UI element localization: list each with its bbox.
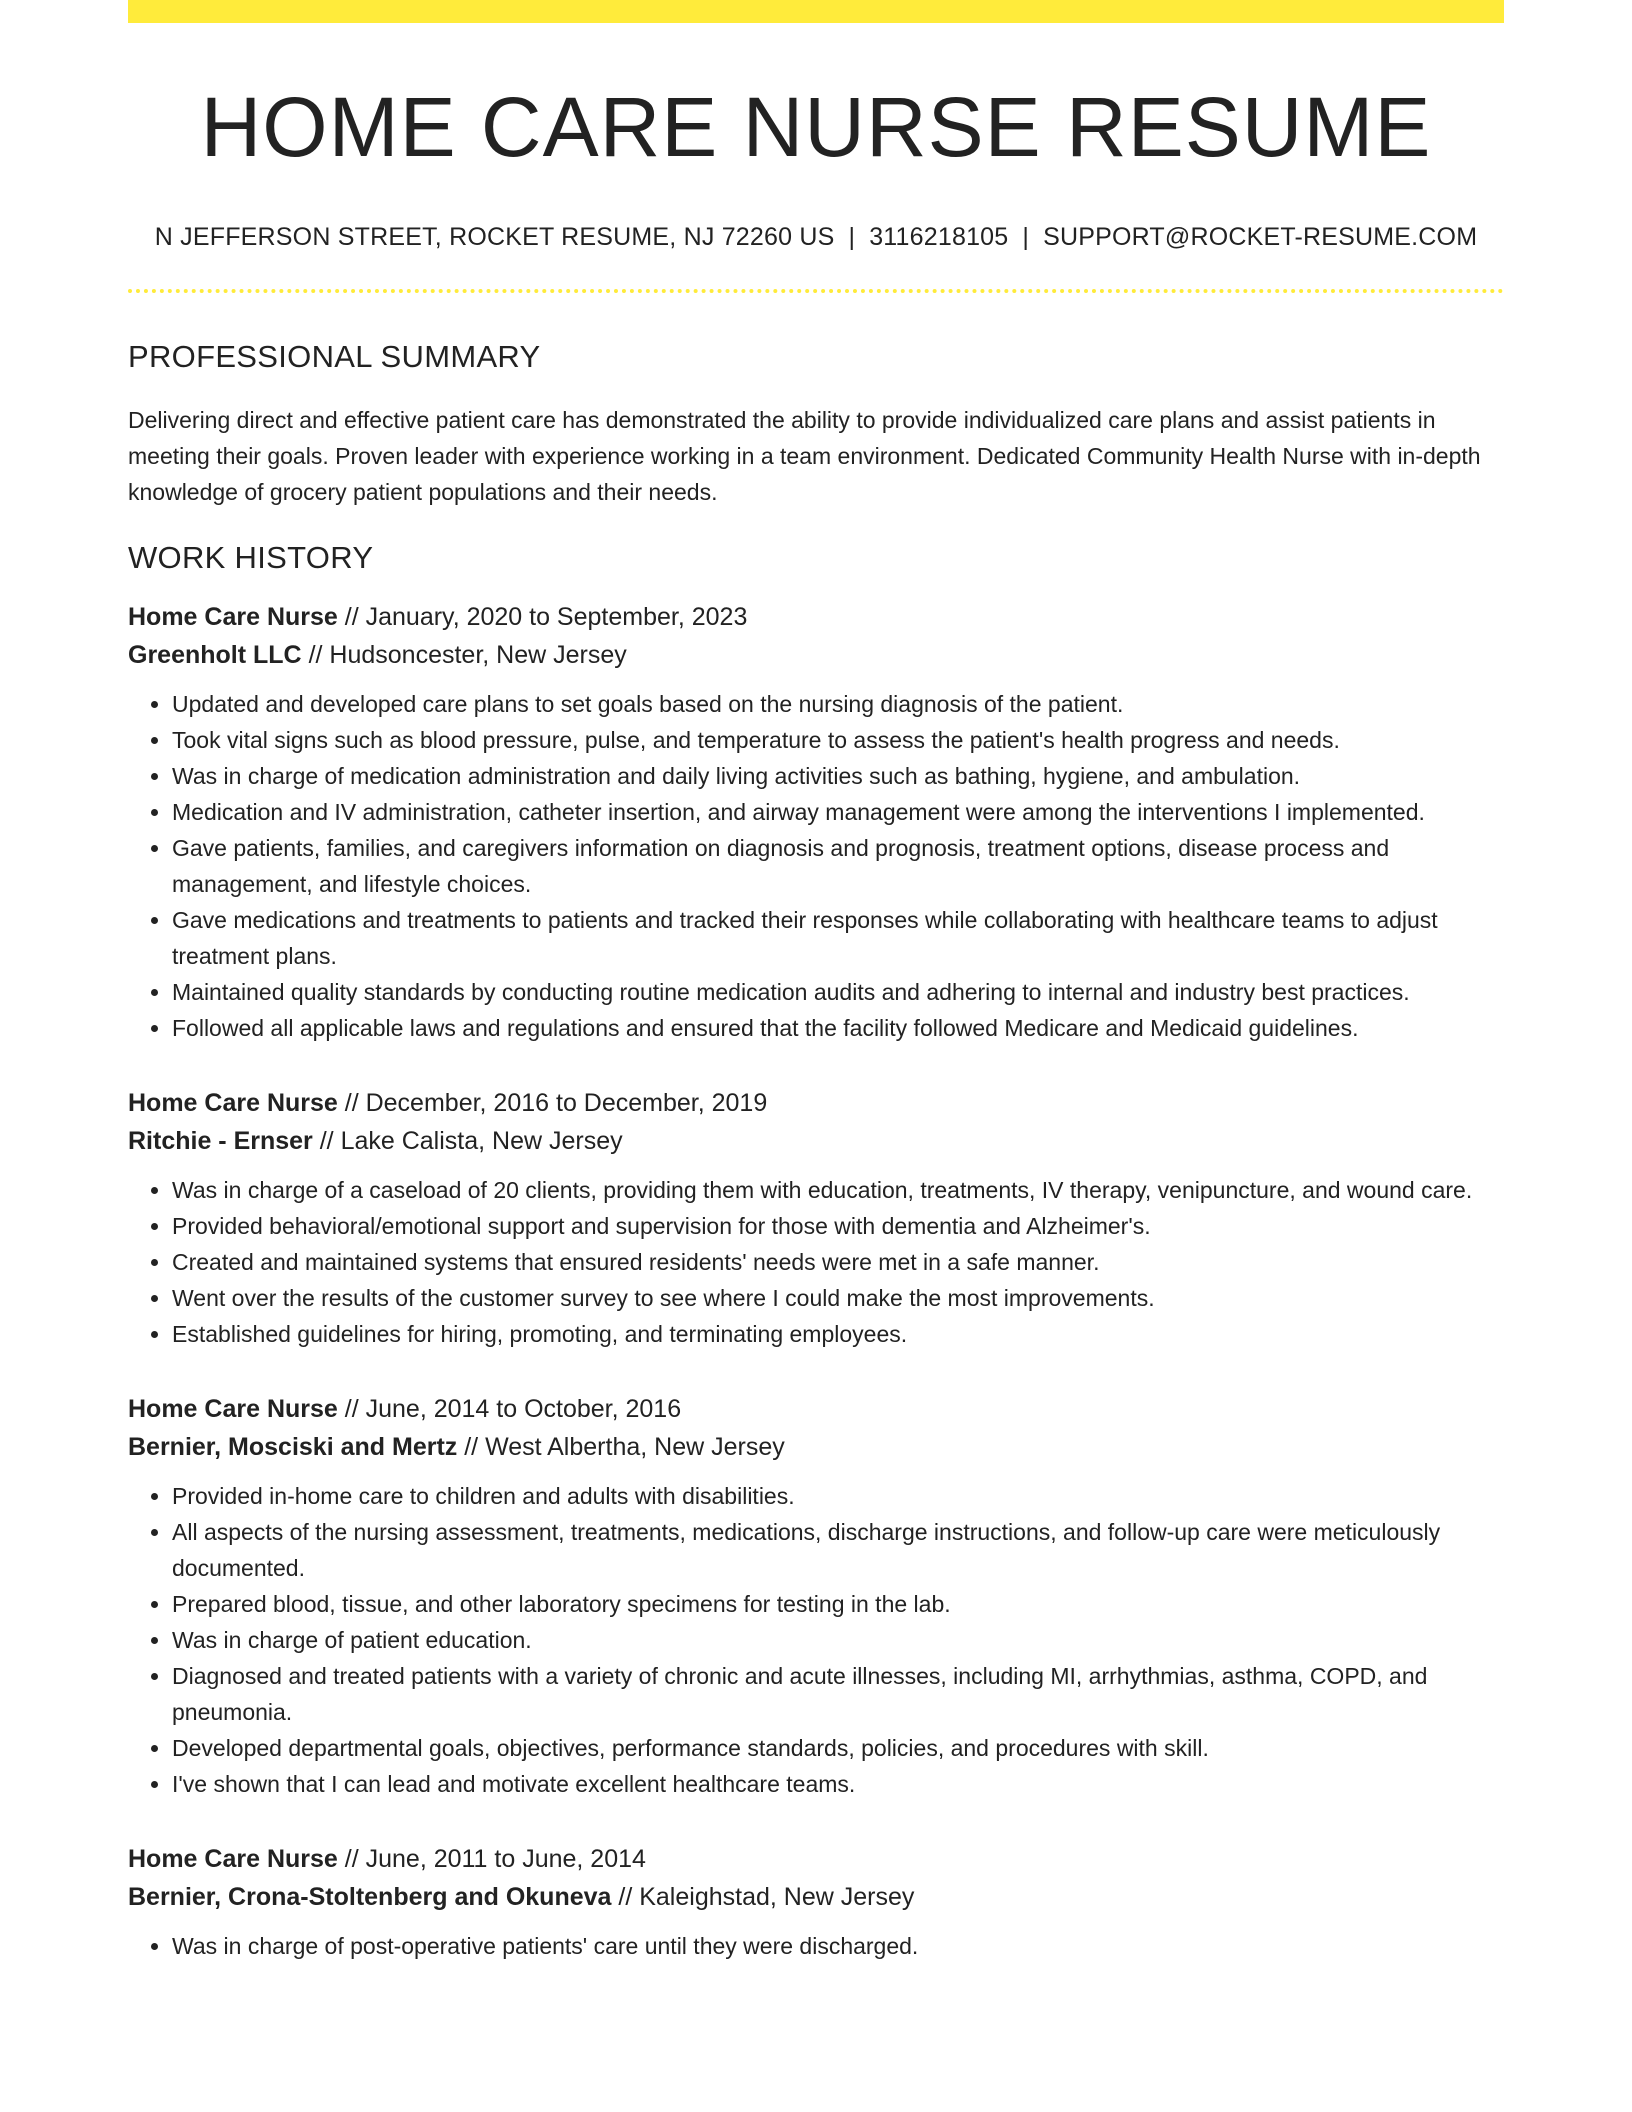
job-company-line [128, 1122, 1504, 1160]
job-bullet: • All aspects of the nursing assessment, treatments, medications, discharge instructions, and follow-up care were meticulously documented. [172, 1514, 1504, 1586]
job-title: Home Care Nurse [128, 1845, 338, 1874]
job-bullet: • I've shown that I can lead and motivate excellent healthcare teams. [172, 1766, 1504, 1802]
job-bullet: • Developed departmental goals, objectives, performance standards, policies, and procedures with skill. [172, 1730, 1504, 1766]
job-title-line [128, 1084, 1504, 1122]
job-bullet: • Went over the results of the customer survey to see where I could make the most improvements. [172, 1280, 1504, 1316]
job-bullet-list [128, 1928, 1504, 1964]
job-bullet: • Created and maintained systems that ensured residents' needs were met in a safe manner. [172, 1244, 1504, 1280]
job-bullet: • Was in charge of medication administration and daily living activities such as bathing, hygiene, and ambulation. [172, 758, 1504, 794]
contact-line [128, 223, 1504, 252]
job-bullet: • Established guidelines for hiring, promoting, and terminating employees. [172, 1316, 1504, 1352]
job-location: // West Albertha, New Jersey [464, 1433, 785, 1462]
job-title-line [128, 1390, 1504, 1428]
job-bullet: • Provided behavioral/emotional support and supervision for those with dementia and Alzheimer's. [172, 1208, 1504, 1244]
contact-email[interactable]: SUPPORT@ROCKET-RESUME.COM [1043, 223, 1478, 252]
job-company: Greenholt LLC [128, 641, 302, 670]
job-bullet-list [128, 686, 1504, 1046]
job-dates: // January, 2020 to September, 2023 [344, 603, 748, 632]
job-bullet: • Updated and developed care plans to set goals based on the nursing diagnosis of the patient. [172, 686, 1504, 722]
job-company-line [128, 1878, 1504, 1916]
job-company: Bernier, Crona-Stoltenberg and Okuneva [128, 1883, 612, 1912]
job-title: Home Care Nurse [128, 1395, 338, 1424]
job-bullet: • Gave patients, families, and caregivers information on diagnosis and prognosis, treatment options, disease process and management, and lifestyle choices. [172, 830, 1504, 902]
job-bullet-list [128, 1172, 1504, 1352]
contact-phone: 3116218105 [869, 223, 1009, 252]
job-location: // Kaleighstad, New Jersey [618, 1883, 915, 1912]
job-company: Ritchie - Ernser [128, 1127, 313, 1156]
dotted-divider [128, 289, 1504, 293]
job-bullet: • Diagnosed and treated patients with a variety of chronic and acute illnesses, including MI, arrhythmias, asthma, COPD, and pneumonia. [172, 1658, 1504, 1730]
accent-top-bar [128, 0, 1504, 23]
job-entry [128, 598, 1504, 1046]
job-bullet: • Medication and IV administration, catheter insertion, and airway management were among the interventions I implemented. [172, 794, 1504, 830]
work-history-list [128, 598, 1504, 1964]
job-bullet: • Provided in-home care to children and adults with disabilities. [172, 1478, 1504, 1514]
job-company: Bernier, Mosciski and Mertz [128, 1433, 458, 1462]
job-bullet: • Prepared blood, tissue, and other laboratory specimens for testing in the lab. [172, 1586, 1504, 1622]
job-bullet-list [128, 1478, 1504, 1802]
job-entry [128, 1084, 1504, 1352]
job-title: Home Care Nurse [128, 1089, 338, 1118]
job-dates: // June, 2011 to June, 2014 [344, 1845, 646, 1874]
job-bullet: • Maintained quality standards by conducting routine medication audits and adhering to internal and industry best practices. [172, 974, 1504, 1010]
job-dates: // December, 2016 to December, 2019 [344, 1089, 768, 1118]
job-bullet: • Followed all applicable laws and regulations and ensured that the facility followed Medicare and Medicaid guidelines. [172, 1010, 1504, 1046]
contact-address: N JEFFERSON STREET, ROCKET RESUME, NJ 72260 US [154, 223, 835, 252]
resume-title: HOME CARE NURSE RESUME [200, 80, 1432, 174]
job-company-line [128, 1428, 1504, 1466]
summary-text: Delivering direct and effective patient care has demonstrated the ability to provide individualized care plans and assist patients in meeting their goals. Proven leader with experience working in a team environment. Dedicated Community Health Nurse with in-depth knowledge of grocery patient populations and their needs. [128, 407, 1481, 506]
job-title-line [128, 598, 1504, 636]
work-history-heading: WORK HISTORY [128, 540, 374, 576]
job-location: // Hudsoncester, New Jersey [308, 641, 627, 670]
job-bullet: • Took vital signs such as blood pressure, pulse, and temperature to assess the patient's health progress and needs. [172, 722, 1504, 758]
job-dates: // June, 2014 to October, 2016 [344, 1395, 682, 1424]
job-bullet: • Was in charge of patient education. [172, 1622, 1504, 1658]
job-company-line [128, 636, 1504, 674]
job-location: // Lake Calista, New Jersey [319, 1127, 623, 1156]
resume-page [128, 0, 1504, 1964]
contact-separator: | [848, 223, 856, 252]
summary-heading: PROFESSIONAL SUMMARY [128, 339, 541, 375]
job-bullet: • Was in charge of a caseload of 20 clients, providing them with education, treatments, IV therapy, venipuncture, and wound care. [172, 1172, 1504, 1208]
job-title: Home Care Nurse [128, 603, 338, 632]
contact-separator: | [1022, 223, 1030, 252]
job-bullet: • Was in charge of post-operative patients' care until they were discharged. [172, 1928, 1504, 1964]
job-bullet: • Gave medications and treatments to patients and tracked their responses while collaborating with healthcare teams to adjust treatment plans. [172, 902, 1504, 974]
job-entry [128, 1390, 1504, 1802]
job-title-line [128, 1840, 1504, 1878]
job-entry [128, 1840, 1504, 1964]
